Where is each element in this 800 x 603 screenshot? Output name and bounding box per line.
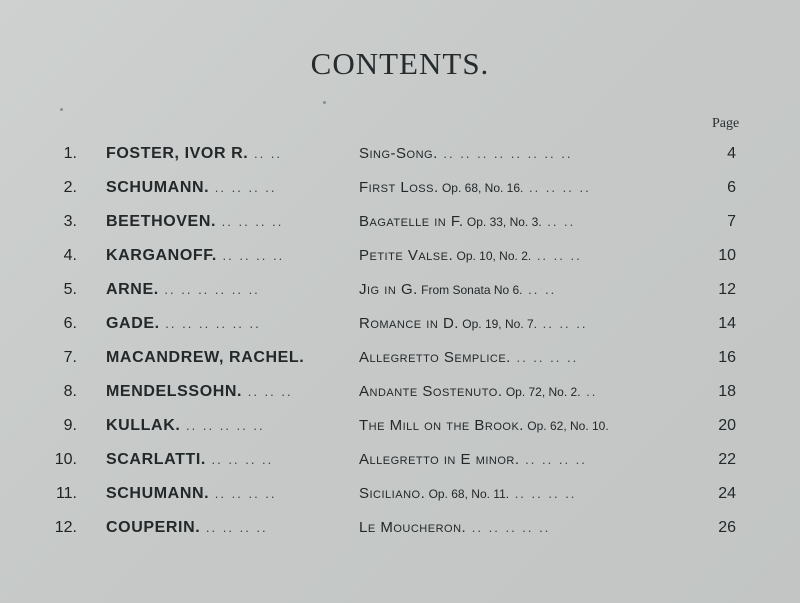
composer-name: SCARLATTI. .. .. .. .. xyxy=(106,451,274,468)
paper-fleck xyxy=(323,101,326,104)
entry-number: 3. xyxy=(63,213,77,230)
work-title: The Mill on the Brook. Op. 62, No. 10. xyxy=(359,417,609,434)
work-title: Petite Valse. Op. 10, No. 2. .. .. .. xyxy=(359,247,582,264)
contents-row xyxy=(0,417,800,443)
page-number: 20 xyxy=(718,417,736,434)
work-title: Allegretto Semplice. .. .. .. .. xyxy=(359,349,579,366)
work-title: Jig in G. From Sonata No 6. .. .. xyxy=(359,281,557,298)
page-number: 22 xyxy=(718,451,736,468)
contents-row xyxy=(0,519,800,545)
composer-name: MENDELSSOHN. .. .. .. xyxy=(106,383,293,400)
page-number: 24 xyxy=(718,485,736,502)
composer-name: SCHUMANN. .. .. .. .. xyxy=(106,485,277,502)
page-number: 7 xyxy=(727,213,736,230)
work-title: Allegretto in E minor. .. .. .. .. xyxy=(359,451,587,468)
entry-number: 9. xyxy=(63,417,77,434)
page-number: 18 xyxy=(718,383,736,400)
composer-name: COUPERIN. .. .. .. .. xyxy=(106,519,268,536)
composer-name: ARNE. .. .. .. .. .. .. xyxy=(106,281,260,298)
contents-row xyxy=(0,485,800,511)
contents-row xyxy=(0,179,800,205)
entry-number: 2. xyxy=(63,179,77,196)
page-title: CONTENTS. xyxy=(310,46,490,81)
entry-number: 12. xyxy=(54,519,77,536)
composer-name: SCHUMANN. .. .. .. .. xyxy=(106,179,277,196)
page-number: 16 xyxy=(718,349,736,366)
page-number: 10 xyxy=(718,247,736,264)
composer-name: FOSTER, IVOR R. .. .. xyxy=(106,145,283,162)
page-number: 6 xyxy=(727,179,736,196)
paper-fleck xyxy=(60,108,63,111)
page-number: 14 xyxy=(718,315,736,332)
entry-number: 8. xyxy=(63,383,77,400)
entry-number: 10. xyxy=(54,451,77,468)
entry-number: 5. xyxy=(63,281,77,298)
contents-row xyxy=(0,281,800,307)
entry-number: 6. xyxy=(63,315,77,332)
composer-name: KARGANOFF. .. .. .. .. xyxy=(106,247,285,264)
contents-row xyxy=(0,451,800,477)
work-title: First Loss. Op. 68, No. 16. .. .. .. .. xyxy=(359,179,591,196)
work-title: Siciliano. Op. 68, No. 11. .. .. .. .. xyxy=(359,485,577,502)
work-title: Sing-Song. .. .. .. .. .. .. .. .. xyxy=(359,145,573,162)
contents-row xyxy=(0,247,800,273)
page-number: 12 xyxy=(718,281,736,298)
composer-name: BEETHOVEN. .. .. .. .. xyxy=(106,213,284,230)
entry-number: 11. xyxy=(55,485,77,502)
entry-number: 1. xyxy=(63,145,77,162)
entry-number: 4. xyxy=(63,247,77,264)
work-title: Romance in D. Op. 19, No. 7. .. .. .. xyxy=(359,315,588,332)
contents-row xyxy=(0,145,800,171)
page-number: 26 xyxy=(718,519,736,536)
contents-row xyxy=(0,315,800,341)
composer-name: MACANDREW, RACHEL. xyxy=(106,349,305,366)
contents-row xyxy=(0,349,800,375)
page-number: 4 xyxy=(727,145,736,162)
contents-row xyxy=(0,383,800,409)
composer-name: GADE. .. .. .. .. .. .. xyxy=(106,315,261,332)
entry-number: 7. xyxy=(63,349,77,366)
work-title: Andante Sostenuto. Op. 72, No. 2. .. xyxy=(359,383,598,400)
work-title: Bagatelle in F. Op. 33, No. 3. .. .. xyxy=(359,213,576,230)
composer-name: KULLAK. .. .. .. .. .. xyxy=(106,417,265,434)
contents-row xyxy=(0,213,800,239)
work-title: Le Moucheron. .. .. .. .. .. xyxy=(359,519,551,536)
page-column-label: Page xyxy=(712,116,740,131)
